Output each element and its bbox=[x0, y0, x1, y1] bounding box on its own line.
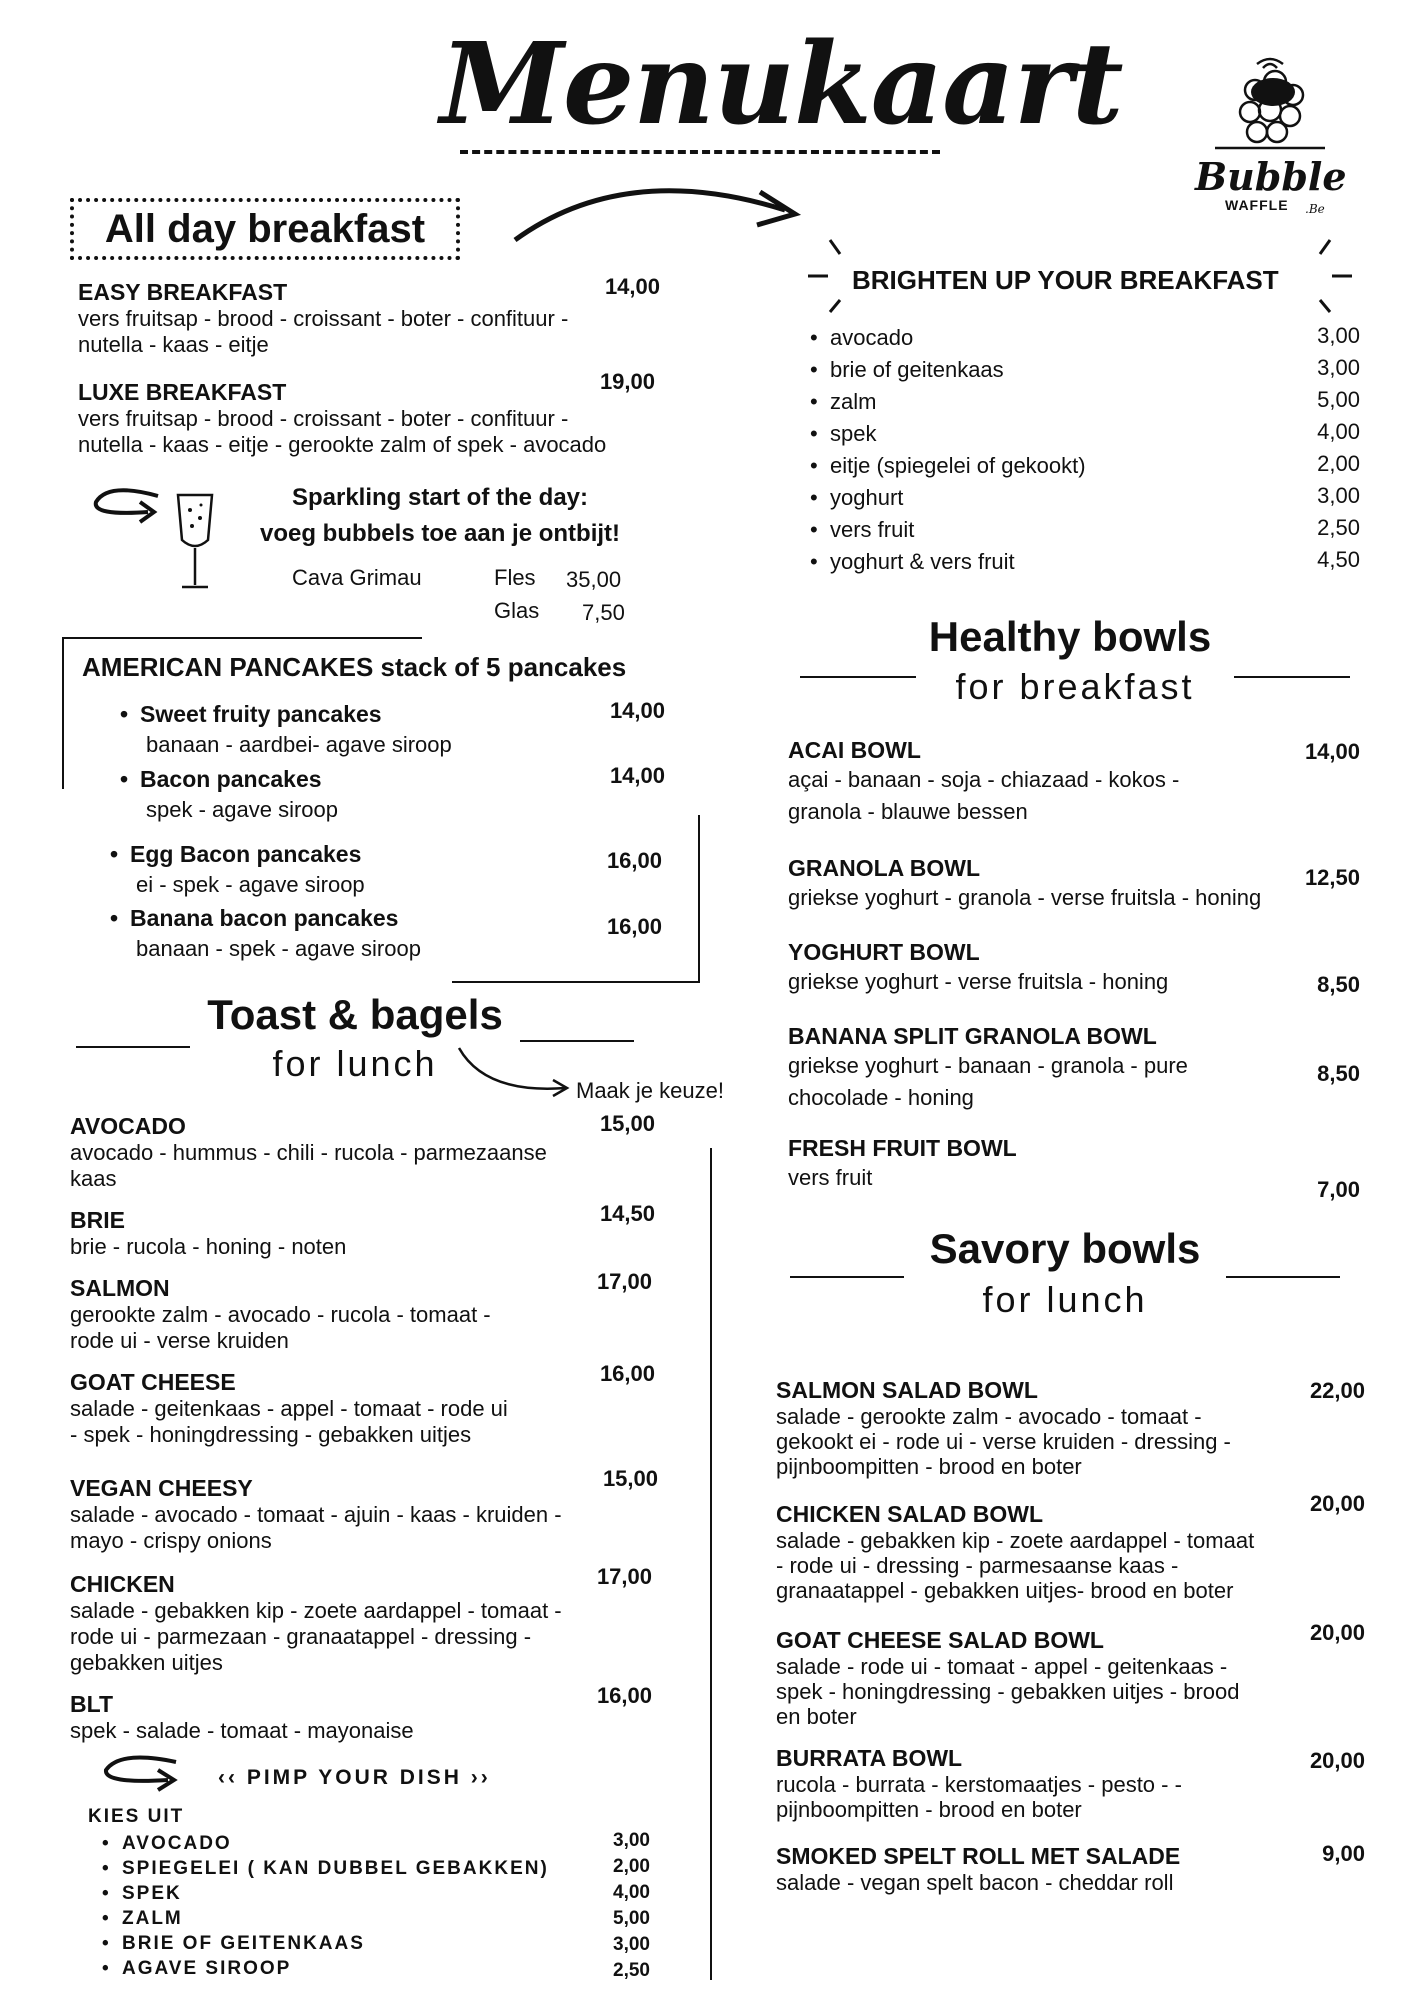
item-price: 14,00 bbox=[1304, 739, 1360, 764]
item-price: 3,00 bbox=[1317, 323, 1360, 348]
item-name: SALMON SALAD BOWL bbox=[776, 1377, 1038, 1403]
item-price: 7,00 bbox=[1317, 1177, 1360, 1202]
item-price: 2,50 bbox=[613, 1960, 650, 1981]
item-desc: pijnboompitten - brood en boter bbox=[776, 1454, 1082, 1479]
item-name: BRIE bbox=[70, 1207, 125, 1233]
item-name: EASY BREAKFAST bbox=[78, 279, 288, 305]
divider bbox=[1234, 676, 1350, 678]
item-name: • Sweet fruity pancakes bbox=[118, 700, 538, 728]
pimp-list bbox=[100, 1831, 560, 1981]
item-price: 15,00 bbox=[602, 1466, 658, 1491]
item-desc: griekse yoghurt - banaan - granola - pure bbox=[788, 1053, 1188, 1078]
brighten-title: BRIGHTEN UP YOUR BREAKFAST bbox=[852, 265, 1279, 295]
item-price: 3,00 bbox=[613, 1830, 650, 1851]
pimp-title: ‹‹ PIMP YOUR DISH ›› bbox=[218, 1766, 491, 1789]
pancake-frame-top bbox=[62, 637, 422, 639]
item-desc: spek - agave siroop bbox=[146, 797, 338, 822]
item-name: CHICKEN bbox=[70, 1571, 175, 1597]
item-name: BANANA SPLIT GRANOLA BOWL bbox=[788, 1023, 1157, 1049]
item-desc: spek - salade - tomaat - mayonaise bbox=[70, 1718, 414, 1743]
item-desc: açai - banaan - soja - chiazaad - kokos - bbox=[788, 767, 1180, 792]
healthy-subtitle: for breakfast bbox=[955, 666, 1195, 707]
item-price: 16,00 bbox=[599, 1361, 655, 1386]
champagne-glass-icon bbox=[170, 490, 220, 595]
bottle-price: 35,00 bbox=[566, 567, 622, 592]
list-item: • zalm bbox=[808, 386, 1208, 418]
item-desc: chocolade - honing bbox=[788, 1085, 974, 1110]
item-price: 3,00 bbox=[613, 1934, 650, 1955]
item-price: 16,00 bbox=[606, 848, 662, 873]
wine-name: Cava Grimau bbox=[292, 565, 422, 590]
item-desc: brie - rucola - honing - noten bbox=[70, 1234, 347, 1259]
item-name: SALMON bbox=[70, 1275, 170, 1301]
logo-sub: WAFFLE bbox=[1225, 197, 1289, 213]
item-name: CHICKEN SALAD BOWL bbox=[776, 1501, 1044, 1527]
item-desc: nutella - kaas - eitje - gerookte zalm of spek - avocado bbox=[78, 432, 607, 457]
list-item: • ZALM bbox=[100, 1906, 560, 1931]
item-name: • Egg Bacon pancakes bbox=[108, 840, 528, 868]
item-name: • Banana bacon pancakes bbox=[108, 904, 528, 932]
item-desc: ei - spek - agave siroop bbox=[136, 872, 365, 897]
list-item: • BRIE OF GEITENKAAS bbox=[100, 1931, 560, 1956]
choice-note: Maak je keuze! bbox=[576, 1078, 724, 1103]
item-price: 8,50 bbox=[1317, 1061, 1360, 1086]
menu-item bbox=[776, 1500, 1276, 1603]
item-desc: salade - gebakken kip - zoete aardappel - tomaat bbox=[776, 1528, 1255, 1553]
sparkling-note bbox=[240, 480, 640, 552]
list-item: • AVOCADO bbox=[100, 1831, 560, 1856]
item-price: 14,00 bbox=[609, 763, 665, 788]
item-desc: salade - gerookte zalm - avocado - tomaat - bbox=[776, 1404, 1202, 1429]
item-price: 5,00 bbox=[1317, 387, 1360, 412]
item-name: LUXE BREAKFAST bbox=[78, 379, 287, 405]
item-name: GOAT CHEESE SALAD BOWL bbox=[776, 1627, 1104, 1653]
item-price: 14,00 bbox=[604, 274, 660, 299]
item-price: 2,00 bbox=[613, 1856, 650, 1877]
item-desc: spek - honingdressing - gebakken uitjes - brood bbox=[776, 1679, 1240, 1704]
item-price: 22,00 bbox=[1309, 1378, 1365, 1403]
menu-item bbox=[776, 1376, 1276, 1479]
title-dashed-divider bbox=[460, 150, 940, 154]
item-desc: salade - rode ui - tomaat - appel - geitenkaas - bbox=[776, 1654, 1228, 1679]
item-name: ACAI BOWL bbox=[788, 737, 921, 763]
item-desc: vers fruit bbox=[788, 1165, 873, 1190]
divider bbox=[76, 1046, 190, 1048]
item-price: 8,50 bbox=[1317, 972, 1360, 997]
item-desc: - spek - honingdressing - gebakken uitjes bbox=[70, 1422, 472, 1447]
list-item: • eitje (spiegelei of gekookt) bbox=[808, 450, 1208, 482]
item-name: • Bacon pancakes bbox=[118, 765, 538, 793]
item-desc: granaatappel - gebakken uitjes- brood en boter bbox=[776, 1578, 1234, 1603]
menu-item bbox=[776, 1744, 1276, 1822]
item-name: SMOKED SPELT ROLL MET SALADE bbox=[776, 1843, 1181, 1869]
item-price: 14,50 bbox=[599, 1201, 655, 1226]
item-price: 17,00 bbox=[596, 1564, 652, 1589]
list-item: • avocado bbox=[808, 322, 1208, 354]
pancake-item bbox=[118, 765, 538, 823]
hook-arrow-icon bbox=[88, 484, 168, 534]
divider bbox=[520, 1040, 634, 1042]
menu-item bbox=[776, 1842, 1296, 1895]
item-desc: rode ui - verse kruiden bbox=[70, 1328, 289, 1353]
item-desc: nutella - kaas - eitje bbox=[78, 332, 269, 357]
item-name: FRESH FRUIT BOWL bbox=[788, 1135, 1017, 1161]
logo-domain: .Be bbox=[1305, 202, 1325, 216]
sparkling-line: Sparkling start of the day: bbox=[291, 484, 589, 511]
item-name: GRANOLA BOWL bbox=[788, 855, 981, 881]
bottle-label: Fles bbox=[494, 565, 536, 590]
item-desc: vers fruitsap - brood - croissant - boter - confituur - bbox=[78, 306, 569, 331]
divider bbox=[800, 676, 916, 678]
item-desc: banaan - spek - agave siroop bbox=[136, 936, 421, 961]
item-desc: - rode ui - dressing - parmesaanse kaas - bbox=[776, 1553, 1179, 1578]
pimp-kies: KIES UIT bbox=[88, 1806, 185, 1827]
sparkling-line: voeg bubbels toe aan je ontbijt! bbox=[259, 520, 621, 547]
glass-label: Glas bbox=[494, 598, 540, 623]
list-item: • AGAVE SIROOP bbox=[100, 1956, 560, 1981]
item-price: 4,00 bbox=[1317, 419, 1360, 444]
item-price: 4,00 bbox=[613, 1882, 650, 1903]
item-desc: salade - geitenkaas - appel - tomaat - rode ui bbox=[70, 1396, 508, 1421]
pancake-frame-right bbox=[698, 815, 700, 983]
item-price: 14,00 bbox=[609, 698, 665, 723]
item-price: 16,00 bbox=[596, 1683, 652, 1708]
item-price: 3,00 bbox=[1317, 355, 1360, 380]
item-price: 20,00 bbox=[1309, 1491, 1365, 1516]
item-name: BLT bbox=[70, 1691, 114, 1717]
item-name: GOAT CHEESE bbox=[70, 1369, 236, 1395]
all-day-breakfast-title: All day breakfast bbox=[104, 207, 426, 251]
item-desc: griekse yoghurt - granola - verse fruitsla - honing bbox=[788, 885, 1262, 910]
toast-title: Toast & bagels bbox=[207, 991, 503, 1038]
list-item: • yoghurt & vers fruit bbox=[808, 546, 1208, 578]
list-item: • SPEK bbox=[100, 1881, 560, 1906]
item-desc: kaas bbox=[70, 1166, 117, 1191]
list-item: • yoghurt bbox=[808, 482, 1208, 514]
savory-title: Savory bowls bbox=[929, 1225, 1201, 1272]
item-desc: rode ui - parmezaan - granaatappel - dressing - bbox=[70, 1624, 532, 1649]
item-desc: gerookte zalm - avocado - rucola - tomaat - bbox=[70, 1302, 491, 1327]
item-price: 20,00 bbox=[1309, 1620, 1365, 1645]
page-title: Menukaart bbox=[440, 19, 1123, 150]
item-price: 16,00 bbox=[606, 914, 662, 939]
list-item: • spek bbox=[808, 418, 1208, 450]
item-price: 5,00 bbox=[613, 1908, 650, 1929]
menu-item bbox=[776, 1626, 1276, 1729]
healthy-title: Healthy bowls bbox=[928, 613, 1212, 660]
divider bbox=[790, 1276, 904, 1278]
item-desc: griekse yoghurt - verse fruitsla - honing bbox=[788, 969, 1169, 994]
item-name: BURRATA BOWL bbox=[776, 1745, 963, 1771]
pimp-prices bbox=[560, 1828, 650, 1984]
list-item: • SPIEGELEI ( KAN DUBBEL GEBAKKEN) bbox=[100, 1856, 560, 1881]
item-name: AVOCADO bbox=[70, 1113, 186, 1139]
item-desc: salade - avocado - tomaat - ajuin - kaas - kruiden - bbox=[70, 1502, 562, 1527]
item-price: 20,00 bbox=[1309, 1748, 1365, 1773]
item-desc: vers fruitsap - brood - croissant - boter - confituur - bbox=[78, 406, 569, 431]
pancake-item bbox=[108, 840, 528, 898]
item-desc: gekookt ei - rode ui - verse kruiden - dressing - bbox=[776, 1429, 1231, 1454]
pancake-item bbox=[118, 700, 538, 758]
bubble-waffle-logo-icon bbox=[1195, 50, 1345, 160]
item-desc: mayo - crispy onions bbox=[70, 1528, 272, 1553]
glass-price: 7,50 bbox=[582, 600, 625, 625]
item-desc: gebakken uitjes bbox=[70, 1650, 223, 1675]
item-desc: salade - gebakken kip - zoete aardappel - tomaat - bbox=[70, 1598, 562, 1623]
item-price: 4,50 bbox=[1317, 547, 1360, 572]
column-divider bbox=[710, 1148, 712, 1980]
item-desc: banaan - aardbei- agave siroop bbox=[146, 732, 452, 757]
item-price: 2,50 bbox=[1317, 515, 1360, 540]
logo-name: Bubble bbox=[1195, 154, 1347, 199]
item-desc: en boter bbox=[776, 1704, 857, 1729]
pancake-frame-bottom bbox=[452, 981, 700, 983]
curved-arrow-icon bbox=[505, 170, 805, 260]
item-desc: pijnboompitten - brood en boter bbox=[776, 1797, 1082, 1822]
item-name: YOGHURT BOWL bbox=[788, 939, 980, 965]
pancake-item bbox=[108, 904, 528, 962]
item-price: 12,50 bbox=[1304, 865, 1360, 890]
item-price: 9,00 bbox=[1322, 1841, 1365, 1866]
brighten-prices bbox=[1270, 320, 1360, 576]
savory-subtitle: for lunch bbox=[982, 1279, 1148, 1320]
toast-subtitle: for lunch bbox=[272, 1043, 438, 1084]
item-price: 3,00 bbox=[1317, 483, 1360, 508]
pancakes-title: AMERICAN PANCAKES stack of 5 pancakes bbox=[82, 652, 627, 682]
item-desc: avocado - hummus - chili - rucola - parmezaanse bbox=[70, 1140, 547, 1165]
item-price: 15,00 bbox=[599, 1111, 655, 1136]
brighten-list bbox=[808, 322, 1208, 578]
list-item: • brie of geitenkaas bbox=[808, 354, 1208, 386]
item-price: 2,00 bbox=[1317, 451, 1360, 476]
item-price: 19,00 bbox=[599, 369, 655, 394]
item-price: 17,00 bbox=[596, 1269, 652, 1294]
hook-arrow-icon bbox=[98, 1752, 188, 1802]
curved-arrow-icon bbox=[455, 1044, 575, 1100]
list-item: • vers fruit bbox=[808, 514, 1208, 546]
item-desc: salade - vegan spelt bacon - cheddar roll bbox=[776, 1870, 1174, 1895]
divider bbox=[1226, 1276, 1340, 1278]
logo bbox=[1195, 50, 1345, 225]
pancake-frame-left bbox=[62, 637, 64, 789]
item-name: VEGAN CHEESY bbox=[70, 1475, 253, 1501]
item-desc: granola - blauwe bessen bbox=[788, 799, 1028, 824]
item-desc: rucola - burrata - kerstomaatjes - pesto - - bbox=[776, 1772, 1182, 1797]
